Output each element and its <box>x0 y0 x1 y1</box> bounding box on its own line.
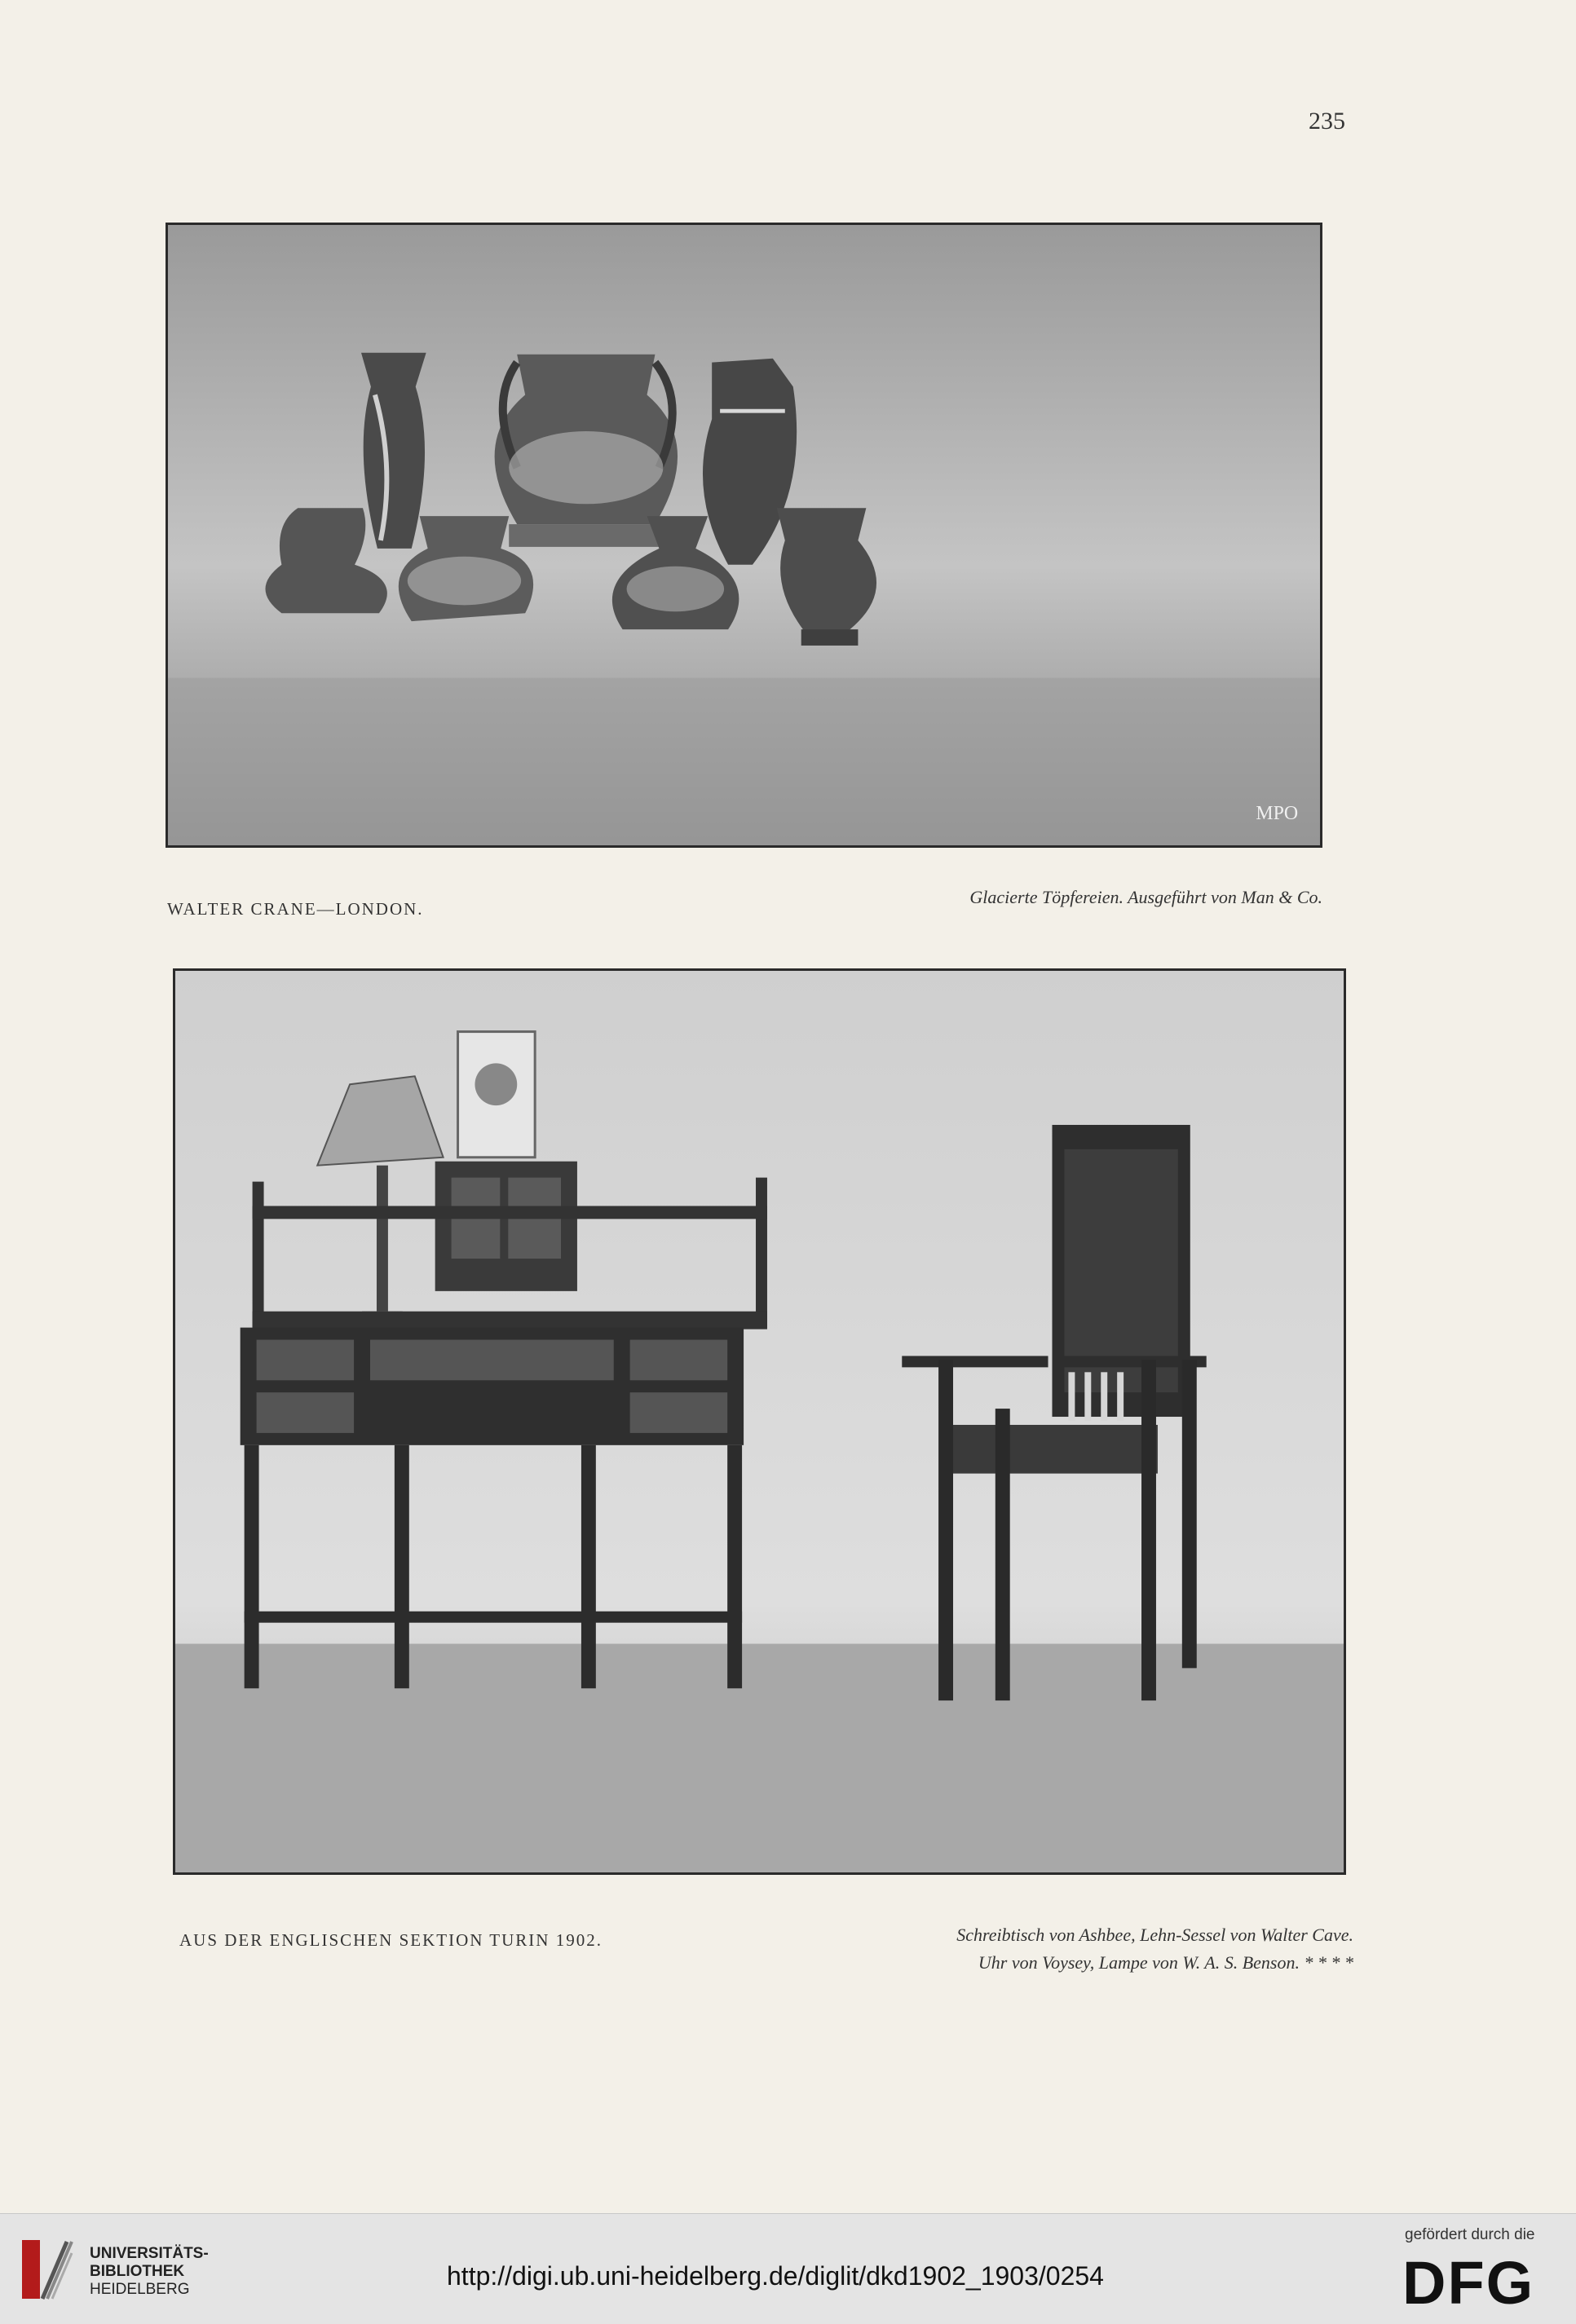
library-name-line-3: HEIDELBERG <box>90 2281 190 2298</box>
university-library-name <box>90 2245 209 2299</box>
pottery-plate-image <box>166 223 1322 848</box>
furniture-caption-section: AUS DER ENGLISCHEN SEKTION TURIN 1902. <box>179 1930 603 1950</box>
furniture-caption-line-2: Uhr von Voysey, Lampe von W. A. S. Benson. * * * * <box>978 1952 1353 1973</box>
pottery-caption-description: Glacierte Töpfereien. Ausgeführt von Man & Co. <box>969 887 1322 907</box>
furniture-caption-description <box>734 1921 1353 1977</box>
footer-bar <box>0 2213 1576 2324</box>
document-url-link[interactable]: http://digi.ub.uni-heidelberg.de/diglit/dkd1902_1903/0254 <box>447 2261 1104 2291</box>
pottery-monogram: MPO <box>1256 803 1299 825</box>
funded-by-label: gefördert durch die <box>1405 2226 1535 2243</box>
library-name-line-2: BIBLIOTHEK <box>90 2263 185 2280</box>
pottery-caption-artist: WALTER CRANE—LONDON. <box>167 899 424 919</box>
university-library-logo-icon <box>18 2232 75 2307</box>
page-number: 235 <box>1309 108 1345 135</box>
furniture-plate-image <box>173 968 1346 1875</box>
furniture-caption-line-1: Schreibtisch von Ashbee, Lehn-Sessel von Walter Cave. <box>956 1925 1353 1945</box>
dfg-logo: DFG <box>1402 2249 1535 2317</box>
library-name-line-1: UNIVERSITÄTS- <box>90 2245 209 2262</box>
